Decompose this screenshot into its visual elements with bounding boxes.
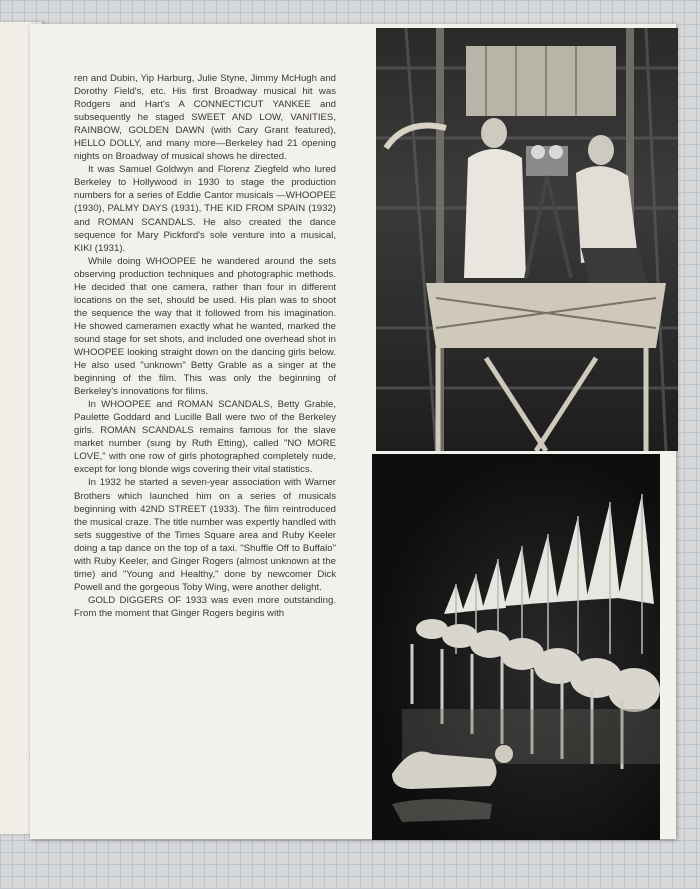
chorus-line-with-flags-photo — [372, 454, 660, 840]
article-paragraph: GOLD DIGGERS OF 1933 was even more outstanding. From the moment that Ginger Rogers begins with — [74, 594, 336, 619]
article-paragraph: ren and Dubin, Yip Harburg, Julie Styne, Jimmy McHugh and Dorothy Field's, etc. His first Broadway musical hit was Rodgers and Hart's A CONNECTICUT YANKEE and subsequently he staged SWEET AND LOW, VANITIES, RAINBOW, GOLDEN DAWN (with Cary Grant featured), HELLO DOLLY, and many more—Berkeley had 21 opening nights on Broadway of musical shows he directed. — [74, 73, 336, 163]
article-paragraph: It was Samuel Goldwyn and Florenz Ziegfeld who lured Berkeley to Hollywood in 1930 to stage the production numbers for a series of Eddie Cantor musicals —WHOOPEE (1930), PALMY DAYS (1931), THE KID FROM SPAIN (1932) and ROMAN SCANDALS. He also created the dance sequence for Mary Pickford's sole venture into a musical, KIKI (1931). — [74, 164, 336, 254]
film-camera-crane-photo — [376, 28, 678, 451]
article-text-column — [74, 72, 336, 620]
article-paragraph: While doing WHOOPEE he wandered around the sets observing production techniques and photographic methods. He decided that one camera, rather than four in different locations on the set, should be used. His plan was to shoot the sequence the way that it followed from his imagination. He showed cameramen exactly what he wanted, marked the sound stage for set shots, and included one overhead shot in WHOOPEE looking straight down on the dancing girls below. He also used "unknown" Betty Grable as a singer at the beginning of the film. This was only the beginning of Berkeley's innovations for films. — [74, 255, 336, 398]
article-paragraph: In 1932 he started a seven-year association with Warner Brothers which launched him on a series of musicals beginning with 42ND STREET (1933). The film reintroduced the musical craze. The title number was expertly handled with sets suggestive of the Times Square area and Ruby Keeler doing a tap dance on the top of a taxi. "Shuffle Off to Buffalo" with Ruby Keeler, and Ginger Rogers (almost unknown at the time) and "Young and Healthy," done by newcomer Dick Powell and the gorgeous Toby Wing, were another delight. — [74, 477, 336, 593]
article-paragraph: In WHOOPEE and ROMAN SCANDALS, Betty Grable, Paulette Goddard and Lucille Ball were two of the Berkeley girls. ROMAN SCANDALS remains famous for the slave market number (sung by Ruth Etting), called "NO MORE LOVE," with one row of girls photographed completely nude, except for long blonde wigs covering their vital statistics. — [74, 399, 336, 476]
